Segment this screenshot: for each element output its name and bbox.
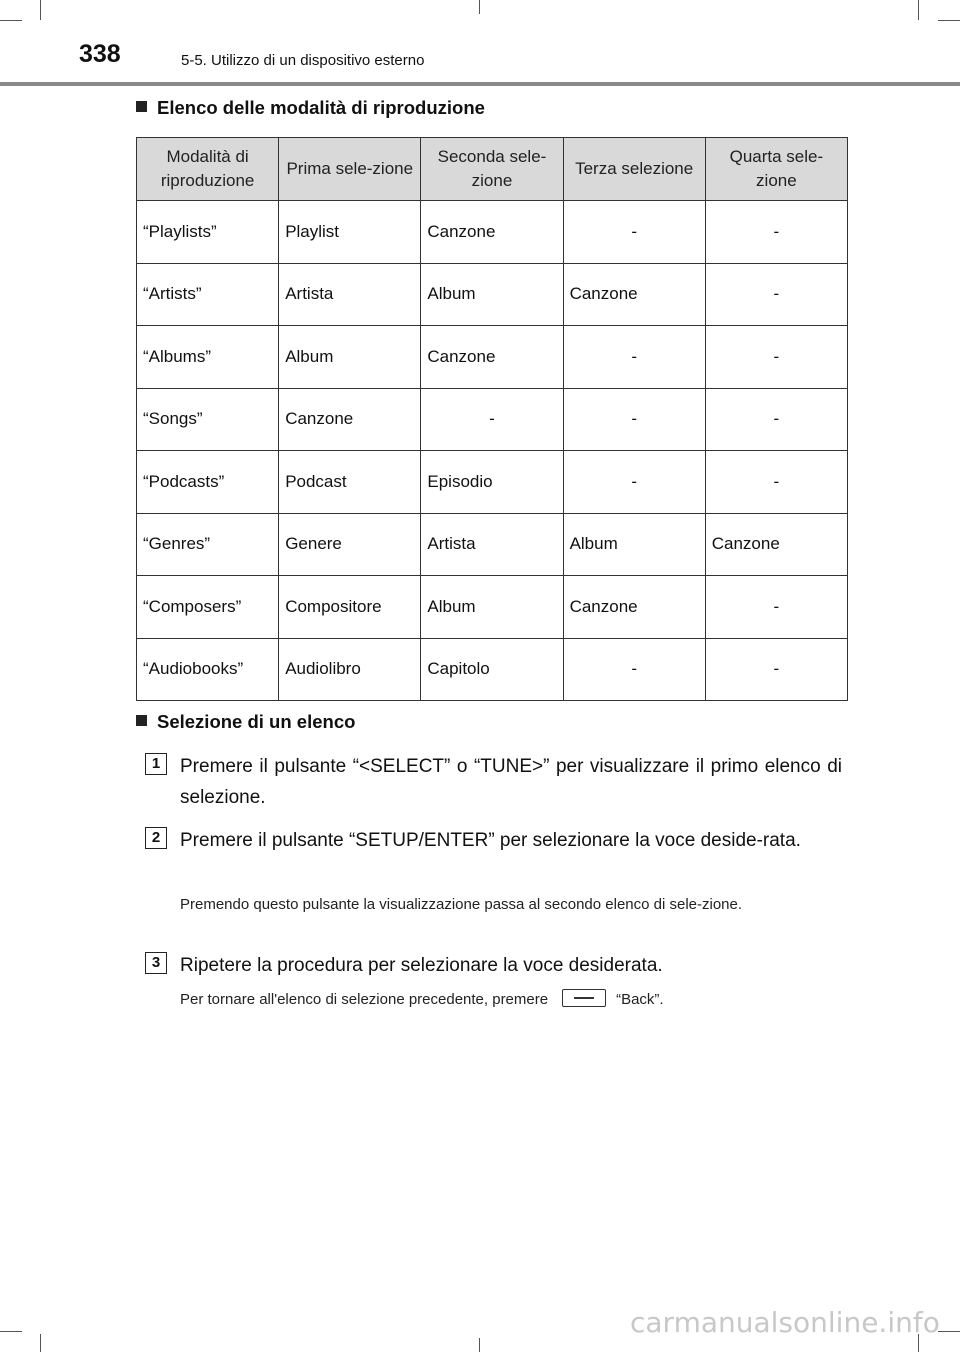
crop-mark: [918, 0, 919, 20]
table-row: [137, 326, 848, 389]
table-cell: Album: [279, 326, 421, 389]
table-cell: -: [563, 451, 705, 514]
table-cell: -: [563, 638, 705, 701]
heading-text: Elenco delle modalità di riproduzione: [157, 97, 485, 118]
table-cell: Artista: [421, 513, 563, 576]
table-cell: Canzone: [421, 201, 563, 264]
column-header: Prima sele-zione: [279, 138, 421, 201]
step-3: [145, 950, 842, 981]
playback-modes-table: [136, 137, 848, 701]
table-cell: Audiolibro: [279, 638, 421, 701]
table-row: [137, 513, 848, 576]
header-divider: [0, 82, 960, 86]
table-cell: Canzone: [563, 263, 705, 326]
step-2-note: Premendo questo pulsante la visualizzazione passa al secondo elenco di sele-zione.: [180, 896, 743, 913]
step-text: Ripetere la procedura per selezionare la voce desiderata.: [180, 955, 663, 976]
crop-mark: [0, 1331, 22, 1332]
table-cell: -: [705, 451, 847, 514]
table-cell: “Composers”: [137, 576, 279, 639]
table-body: [137, 201, 848, 701]
heading-text: Selezione di un elenco: [157, 711, 356, 732]
table-cell: Capitolo: [421, 638, 563, 701]
column-header: Seconda sele-zione: [421, 138, 563, 201]
crop-mark: [479, 0, 480, 14]
table-cell: -: [705, 263, 847, 326]
table-cell: Canzone: [563, 576, 705, 639]
step-text: Premere il pulsante “SETUP/ENTER” per selezionare la voce deside-rata.: [180, 830, 801, 851]
table-cell: “Genres”: [137, 513, 279, 576]
table-row: [137, 451, 848, 514]
column-header: Quarta sele-zione: [705, 138, 847, 201]
table-cell: -: [421, 388, 563, 451]
table-cell: Genere: [279, 513, 421, 576]
table-cell: Album: [421, 576, 563, 639]
table-cell: Canzone: [279, 388, 421, 451]
table-cell: Canzone: [421, 326, 563, 389]
table-cell: -: [705, 201, 847, 264]
table-cell: Playlist: [279, 201, 421, 264]
table-cell: Album: [563, 513, 705, 576]
table-cell: Episodio: [421, 451, 563, 514]
crop-mark: [938, 1331, 960, 1332]
note-text: “Back”.: [616, 991, 664, 1008]
table-cell: “Albums”: [137, 326, 279, 389]
table-cell: “Audiobooks”: [137, 638, 279, 701]
table-cell: Album: [421, 263, 563, 326]
crop-mark: [0, 20, 22, 21]
step-3-note: [180, 987, 842, 1013]
table-cell: -: [705, 638, 847, 701]
crop-mark: [938, 20, 960, 21]
crop-mark: [40, 1334, 41, 1352]
note-text: Per tornare all'elenco di selezione precedente, premere: [180, 991, 549, 1008]
step-1: [145, 751, 842, 813]
table-row: [137, 201, 848, 264]
step-2: [145, 825, 842, 856]
table-cell: “Playlists”: [137, 201, 279, 264]
page-number: 338: [79, 40, 121, 68]
watermark: carmanualsonline.info: [630, 1306, 940, 1339]
table-cell: Canzone: [705, 513, 847, 576]
step-text: Premere il pulsante “<SELECT” o “TUNE>” per visualizzare il primo elenco di selezione.: [180, 756, 842, 808]
table-cell: “Podcasts”: [137, 451, 279, 514]
crop-mark: [479, 1338, 480, 1352]
square-bullet-icon: [136, 101, 147, 112]
step-number: 3: [145, 952, 167, 974]
table-cell: “Artists”: [137, 263, 279, 326]
table-cell: Podcast: [279, 451, 421, 514]
section-title: 5-5. Utilizzo di un dispositivo esterno: [181, 52, 425, 69]
table-cell: “Songs”: [137, 388, 279, 451]
heading-playback-modes: [136, 97, 485, 119]
column-header: Modalità di riproduzione: [137, 138, 279, 201]
crop-mark: [40, 0, 41, 20]
table-row: [137, 576, 848, 639]
table-cell: -: [705, 388, 847, 451]
heading-select-list: [136, 711, 355, 733]
table-cell: -: [705, 576, 847, 639]
table-row: [137, 388, 848, 451]
table-cell: -: [705, 326, 847, 389]
column-header: Terza selezione: [563, 138, 705, 201]
table-cell: Artista: [279, 263, 421, 326]
table-cell: -: [563, 388, 705, 451]
table-row: [137, 263, 848, 326]
table-cell: -: [563, 201, 705, 264]
menu-button-icon: [562, 989, 606, 1007]
table-header-row: [137, 138, 848, 201]
table-cell: -: [563, 326, 705, 389]
square-bullet-icon: [136, 715, 147, 726]
step-number: 2: [145, 827, 167, 849]
step-number: 1: [145, 753, 167, 775]
table-cell: Compositore: [279, 576, 421, 639]
table-row: [137, 638, 848, 701]
